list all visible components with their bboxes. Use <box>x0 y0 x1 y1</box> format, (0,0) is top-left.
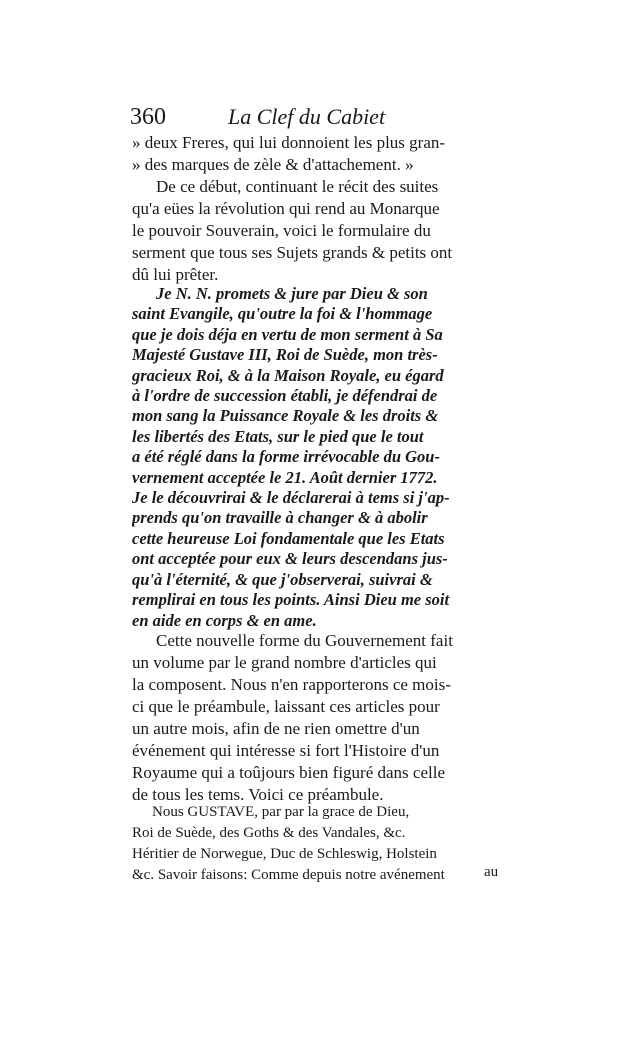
text-line: Cette nouvelle forme du Gouvernement fait <box>156 631 453 650</box>
catchword: au <box>484 864 499 880</box>
text-line: un volume par le grand nombre d'articles qui <box>132 653 437 672</box>
text-line: qu'à l'éternité, & que j'observerai, suivrai & <box>132 569 433 589</box>
text-line: de tous les tems. Voici ce préambule. <box>132 785 384 804</box>
oath-text <box>132 284 504 631</box>
text-line: Royaume qui a toûjours bien figuré dans celle <box>132 763 445 782</box>
text-line: dû lui prêter. <box>132 265 219 284</box>
text-line: gracieux Roi, & à la Maison Royale, eu égard <box>132 365 444 385</box>
text-line: Roi de Suède, des Goths & des Vandales, &c. <box>132 825 406 841</box>
text-line: à l'ordre de succession établi, je défendrai de <box>132 386 438 406</box>
text-line: Nous GUSTAVE, par par la grace de Dieu, <box>152 804 410 820</box>
quote-continuation <box>132 132 504 176</box>
text-line: Majesté Gustave III, Roi de Suède, mon très- <box>132 345 438 365</box>
text-line: » deux Freres, qui lui donnoient les plus gran- <box>132 133 446 152</box>
text-line: Héritier de Norwegue, Duc de Schleswig, Holstein <box>132 846 437 862</box>
text-line: » des marques de zèle & d'attachement. » <box>132 155 414 174</box>
text-line: en aide en corps & en ame. <box>132 610 317 630</box>
preamble-text <box>132 802 504 886</box>
text-line: événement qui intéresse si fort l'Histoire d'un <box>132 741 440 760</box>
running-title: La Clef du Cabiet <box>228 104 386 129</box>
paragraph-government <box>132 630 504 806</box>
text-line: Je le découvrirai & le déclarerai à tems si j'ap- <box>132 488 450 508</box>
text-line: qu'a eües la révolution qui rend au Monarque <box>132 199 440 218</box>
text-line: De ce début, continuant le récit des suites <box>156 177 439 196</box>
text-line: que je dois déja en vertu de mon serment à Sa <box>132 324 443 344</box>
page-number: 360 <box>130 104 166 130</box>
text-line: la composent. Nous n'en rapporterons ce mois- <box>132 675 451 694</box>
text-line: &c. Savoir faisons: Comme depuis notre avénement <box>132 867 445 883</box>
text-line: vernement acceptée le 21. Août dernier 1772. <box>132 467 438 487</box>
text-line: cette heureuse Loi fondamentale que les Etats <box>132 528 445 548</box>
text-line: ci que le préambule, laissant ces articles pour <box>132 697 440 716</box>
text-line: le pouvoir Souverain, voici le formulaire du <box>132 221 431 240</box>
text-line: ont acceptée pour eux & leurs descendans jus- <box>132 549 448 569</box>
text-line: les libertés des Etats, sur le pied que le tout <box>132 426 424 446</box>
text-line: mon sang la Puissance Royale & les droits & <box>132 406 439 426</box>
text-line: prends qu'on travaille à changer & à abolir <box>132 508 428 528</box>
text-line: remplirai en tous les points. Ainsi Dieu me soit <box>132 590 450 610</box>
text-line: Je N. N. promets & jure par Dieu & son <box>156 284 428 303</box>
paragraph-intro <box>132 176 504 286</box>
text-line: un autre mois, afin de ne rien omettre d'un <box>132 719 420 738</box>
text-line: a été réglé dans la forme irrévocable du Gou- <box>132 447 440 467</box>
text-line: serment que tous ses Sujets grands & petits ont <box>132 243 453 262</box>
text-line: saint Evangile, qu'outre la foi & l'hommage <box>132 304 433 324</box>
page-header <box>130 104 510 134</box>
